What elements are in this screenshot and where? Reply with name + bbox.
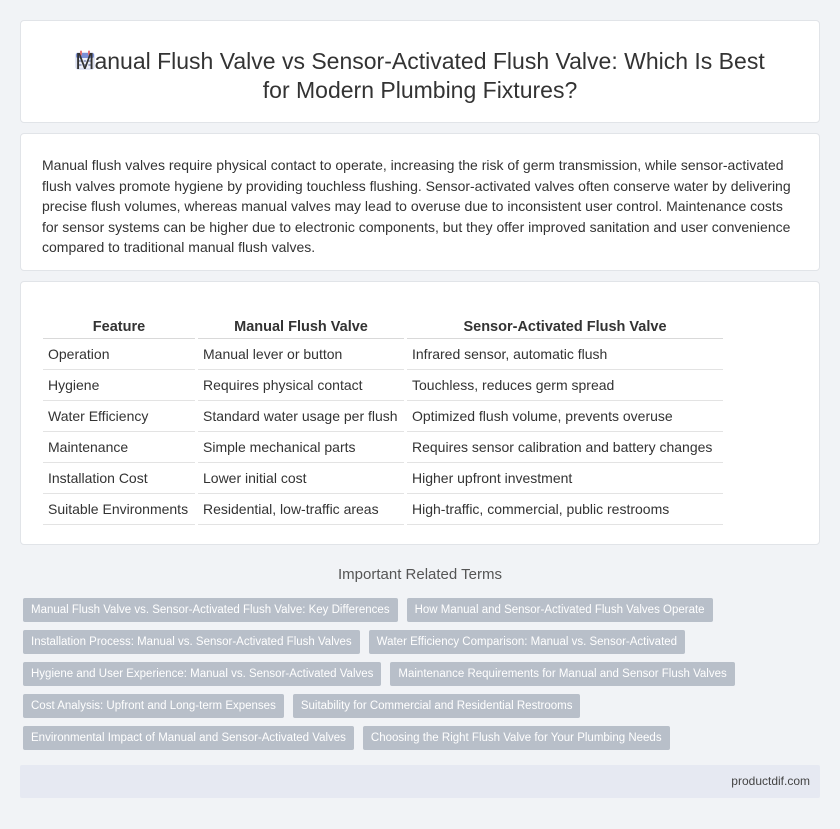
cell-manual: Residential, low-traffic areas [198, 493, 404, 524]
related-term-link[interactable]: Environmental Impact of Manual and Sensor-Activated Valves [23, 726, 354, 750]
related-terms-heading: Important Related Terms [338, 566, 502, 583]
cell-feature: Water Efficiency [43, 400, 195, 431]
summary-paragraph: Manual flush valves require physical contact to operate, increasing the risk of germ transmission, while sensor-activated flush valves promote hygiene by providing touchless flushing. Sensor-activated valves often conserve water by delivering precise flush volumes, whereas manual valves may lead to overuse due to inconsistent user control. Maintenance costs for sensor systems can be higher due to electronic components, but they offer improved sanitation and user convenience compared to traditional manual flush valves. [42, 157, 791, 255]
related-term-link[interactable]: Installation Process: Manual vs. Sensor-Activated Flush Valves [23, 630, 360, 654]
cell-feature: Suitable Environments [43, 493, 195, 524]
cell-feature: Maintenance [43, 431, 195, 462]
related-term-link[interactable]: Maintenance Requirements for Manual and Sensor Flush Valves [390, 662, 734, 686]
cell-manual: Standard water usage per flush [198, 400, 404, 431]
header-manual: Manual Flush Valve [198, 316, 404, 338]
title-card [20, 20, 820, 123]
cell-feature: Installation Cost [43, 462, 195, 493]
cell-manual: Lower initial cost [198, 462, 404, 493]
cell-sensor: Higher upfront investment [407, 462, 723, 493]
cell-feature: Operation [43, 338, 195, 369]
table-row [43, 369, 723, 400]
cell-manual: Simple mechanical parts [198, 431, 404, 462]
footer-site-link[interactable]: productdif.com [731, 774, 810, 788]
related-term-link[interactable]: Choosing the Right Flush Valve for Your Plumbing Needs [363, 726, 670, 750]
cell-feature: Hygiene [43, 369, 195, 400]
related-term-link[interactable]: Suitability for Commercial and Residential Restrooms [293, 694, 581, 718]
cell-sensor: Requires sensor calibration and battery changes [407, 431, 723, 462]
related-terms-list [23, 598, 823, 758]
comparison-table [43, 316, 723, 525]
table-row [43, 462, 723, 493]
table-row [43, 431, 723, 462]
related-term-link[interactable]: Cost Analysis: Upfront and Long-term Expenses [23, 694, 284, 718]
cell-manual: Manual lever or button [198, 338, 404, 369]
table-row [43, 400, 723, 431]
cell-sensor: High-traffic, commercial, public restrooms [407, 493, 723, 524]
related-term-link[interactable]: Water Efficiency Comparison: Manual vs. Sensor-Activated [369, 630, 685, 654]
related-term-link[interactable]: Hygiene and User Experience: Manual vs. Sensor-Activated Valves [23, 662, 381, 686]
table-header-row [43, 316, 723, 338]
table-row [43, 338, 723, 369]
summary-card [20, 133, 820, 271]
table-row [43, 493, 723, 524]
cell-manual: Requires physical contact [198, 369, 404, 400]
page-title: Manual Flush Valve vs Sensor-Activated Flush Valve: Which Is Best for Modern Plumbing Fixtures? [75, 48, 765, 103]
comparison-card [20, 281, 820, 545]
header-sensor: Sensor-Activated Flush Valve [407, 316, 723, 338]
related-term-link[interactable]: How Manual and Sensor-Activated Flush Valves Operate [407, 598, 713, 622]
footer-bar [20, 765, 820, 798]
header-feature: Feature [43, 316, 195, 338]
cell-sensor: Optimized flush volume, prevents overuse [407, 400, 723, 431]
related-term-link[interactable]: Manual Flush Valve vs. Sensor-Activated Flush Valve: Key Differences [23, 598, 398, 622]
cell-sensor: Touchless, reduces germ spread [407, 369, 723, 400]
cell-sensor: Infrared sensor, automatic flush [407, 338, 723, 369]
